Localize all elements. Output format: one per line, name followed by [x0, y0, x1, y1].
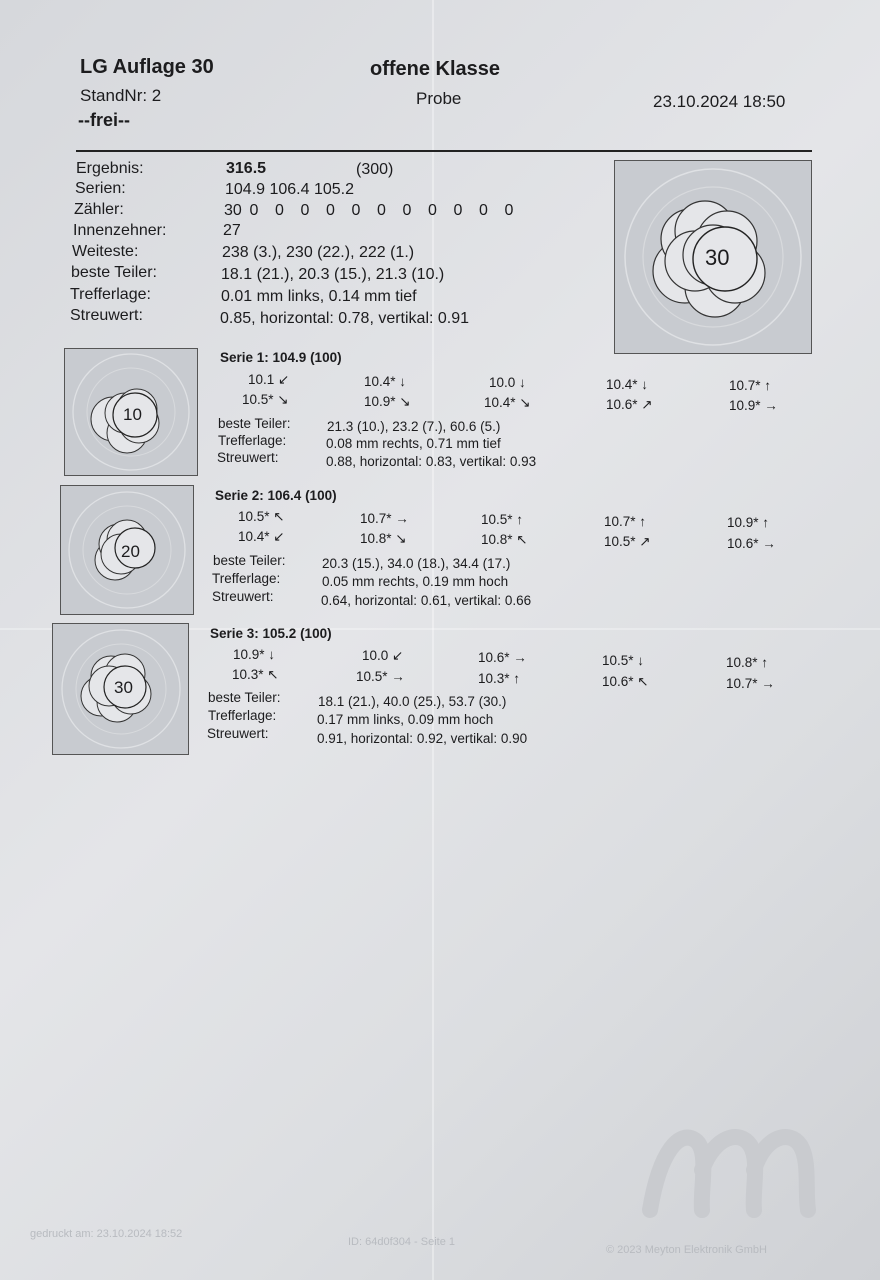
- shot-value: 10.4* ↓: [364, 374, 407, 389]
- shot-value: 10.7* ↑: [729, 378, 772, 393]
- shot-value: 10.8* ↖: [481, 532, 528, 547]
- shot-value: 10.4* ↘: [484, 395, 531, 410]
- zaehler-count: 0: [504, 202, 514, 219]
- serie-2-heading: Serie 2: 106.4 (100): [215, 488, 337, 503]
- shooter-name: --frei--: [78, 110, 130, 130]
- shot-value: 10.5* →: [356, 669, 405, 684]
- zaehler-count: 0: [377, 202, 386, 219]
- zaehler-label: Zähler:: [74, 201, 124, 218]
- shot-value: 10.9* →: [729, 398, 778, 413]
- stand-number: StandNr: 2: [80, 86, 162, 105]
- shot-value: 10.4* ↙: [238, 529, 285, 544]
- serien-label: Serien:: [75, 180, 126, 197]
- shot-value: 10.7* ↑: [604, 514, 647, 529]
- serie-2-shot-count: 20: [121, 542, 140, 561]
- serie-1-heading: Serie 1: 104.9 (100): [220, 350, 342, 365]
- weiteste-value: 238 (3.), 230 (22.), 222 (1.): [222, 244, 415, 261]
- ergebnis-max: (300): [356, 161, 394, 178]
- serie-3-streuwert-label: Streuwert:: [207, 726, 269, 741]
- innenzehner-value: 27: [223, 222, 241, 239]
- trefferlage-label: Trefferlage:: [70, 286, 151, 303]
- shot-value: 10.9* ↑: [727, 515, 770, 530]
- zaehler-count: 0: [402, 202, 412, 219]
- ergebnis-value: 316.5: [226, 160, 267, 177]
- serie-1-trefferlage-label: Trefferlage:: [218, 433, 287, 448]
- shot-value: 10.6* ↗: [606, 397, 653, 412]
- header-divider: [76, 150, 812, 152]
- shot-value: 10.3* ↖: [232, 667, 279, 682]
- printed-timestamp: gedruckt am: 23.10.2024 18:52: [30, 1228, 183, 1240]
- weiteste-label: Weiteste:: [72, 243, 139, 260]
- serie-2-teiler-label: beste Teiler:: [213, 553, 286, 568]
- shot-value: 10.9* ↓: [233, 647, 276, 662]
- date-time: 23.10.2024 18:50: [653, 92, 786, 111]
- serie-1-streuwert-label: Streuwert:: [217, 450, 279, 465]
- serie-3-trefferlage-label: Trefferlage:: [208, 708, 277, 723]
- shot-value: 10.3* ↑: [478, 671, 521, 686]
- overall-shot-count: 30: [705, 245, 730, 270]
- serie-1-teiler-label: beste Teiler:: [218, 416, 291, 431]
- trefferlage-value: 0.01 mm links, 0.14 mm tief: [221, 288, 417, 305]
- paper-fold-vertical: [432, 0, 434, 1280]
- zaehler-count: 30: [224, 202, 242, 219]
- serie-1-streuwert-value: 0.88, horizontal: 0.83, vertikal: 0.93: [326, 454, 537, 469]
- serie-2-trefferlage-value: 0.05 mm rechts, 0.19 mm hoch: [322, 574, 509, 589]
- serie-3-target-diagram: [52, 623, 189, 755]
- serie-3-shot-count: 30: [114, 678, 133, 697]
- shot-value: 10.0 ↙: [362, 648, 404, 663]
- shot-value: 10.6* →: [727, 536, 776, 551]
- beste-teiler-label: beste Teiler:: [71, 264, 157, 281]
- shot-value: 10.7* →: [726, 676, 775, 691]
- shot-value: 10.8* ↘: [360, 531, 407, 546]
- serie-3-teiler-label: beste Teiler:: [208, 690, 281, 705]
- zaehler-count: 0: [275, 202, 284, 219]
- serie-2-streuwert-label: Streuwert:: [212, 589, 274, 604]
- zaehler-count: 0: [326, 202, 335, 219]
- serie-2-streuwert-value: 0.64, horizontal: 0.61, vertikal: 0.66: [321, 593, 532, 608]
- serie-3-teiler-value: 18.1 (21.), 40.0 (25.), 53.7 (30.): [318, 694, 507, 709]
- serie-3-streuwert-value: 0.91, horizontal: 0.92, vertikal: 0.90: [317, 731, 528, 746]
- zaehler-count: 0: [351, 202, 361, 219]
- competition-title: LG Auflage 30: [80, 56, 214, 78]
- serie-3-heading: Serie 3: 105.2 (100): [210, 626, 332, 641]
- overall-target-diagram: [614, 160, 812, 354]
- shot-value: 10.5* ↑: [481, 512, 524, 527]
- zaehler-values: [224, 202, 530, 220]
- shot-value: 10.5* ↖: [238, 509, 285, 524]
- zaehler-count: 0: [453, 202, 463, 219]
- innenzehner-label: Innenzehner:: [73, 222, 167, 239]
- shot-value: 10.4* ↓: [606, 377, 649, 392]
- serie-1-teiler-value: 21.3 (10.), 23.2 (7.), 60.6 (5.): [327, 419, 501, 434]
- zaehler-count: 0: [249, 202, 259, 219]
- shot-value: 10.5* ↗: [604, 534, 651, 549]
- shot-value: 10.6* ↖: [602, 674, 649, 689]
- shot-value: 10.1 ↙: [248, 372, 290, 387]
- shot-value: 10.7* →: [360, 511, 409, 526]
- shot-value: 10.5* ↓: [602, 653, 645, 668]
- ergebnis-label: Ergebnis:: [76, 160, 144, 177]
- shot-value: 10.5* ↘: [242, 392, 289, 407]
- mode-label: Probe: [416, 89, 462, 108]
- shot-value: 10.6* →: [478, 650, 527, 665]
- zaehler-count: 0: [300, 202, 310, 219]
- serie-2-target-diagram: [60, 485, 194, 615]
- shot-value: 10.0 ↓: [489, 375, 526, 390]
- shot-value: 10.8* ↑: [726, 655, 769, 670]
- serie-2-teiler-value: 20.3 (15.), 34.0 (18.), 34.4 (17.): [322, 556, 511, 571]
- zaehler-count: 0: [428, 202, 437, 219]
- class-label: offene Klasse: [370, 58, 501, 80]
- beste-teiler-value: 18.1 (21.), 20.3 (15.), 21.3 (10.): [221, 266, 445, 283]
- zaehler-count: 0: [479, 202, 488, 219]
- document-id: ID: 64d0f304 - Seite 1: [348, 1236, 456, 1248]
- meyton-logo-watermark: [640, 1110, 820, 1220]
- serie-1-shot-count: 10: [123, 405, 142, 424]
- copyright-notice: © 2023 Meyton Elektronik GmbH: [606, 1244, 767, 1256]
- serie-1-trefferlage-value: 0.08 mm rechts, 0.71 mm tief: [326, 436, 501, 451]
- serie-1-target-diagram: [64, 348, 198, 476]
- streuwert-label: Streuwert:: [70, 307, 143, 324]
- serie-3-trefferlage-value: 0.17 mm links, 0.09 mm hoch: [317, 712, 494, 727]
- serien-value: 104.9 106.4 105.2: [225, 181, 355, 198]
- streuwert-value: 0.85, horizontal: 0.78, vertikal: 0.91: [220, 310, 470, 327]
- shot-value: 10.9* ↘: [364, 394, 411, 409]
- serie-2-trefferlage-label: Trefferlage:: [212, 571, 281, 586]
